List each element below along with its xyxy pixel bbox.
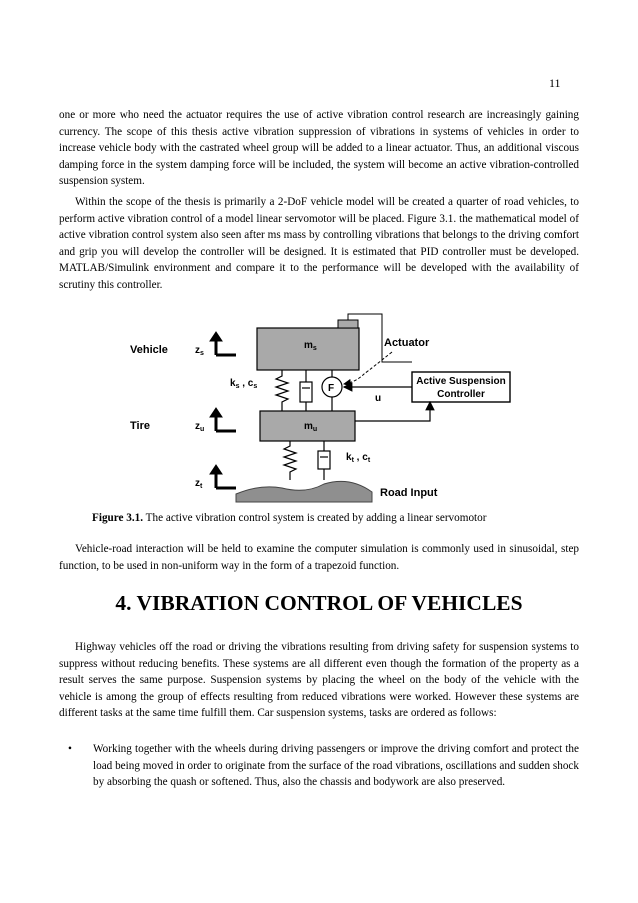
section-heading: 4. VIBRATION CONTROL OF VEHICLES [115, 591, 523, 615]
page-number: 11 [549, 76, 561, 90]
zu-arrow-icon [210, 408, 236, 431]
kt-ct-label: $k_t$ , $c_t$ [346, 452, 371, 464]
mu-label: $m_u$ [304, 421, 318, 433]
list-item-text: Working together with the wheels during driving passengers or improve the driving comfort and protect the load being moved in order to originate from the surface of the road vibrations, oscillations and sudden shock by absorbing the quash or softened. Thus, also the chassis and bodywork are also preserved. [93, 743, 579, 789]
controller-label-line2: Controller [437, 389, 485, 400]
paragraph-scope: Within the scope of the thesis is primarily a 2-DoF vehicle model will be created a quarter of road vehicles, to perform active vibration control of a model linear servomotor will be placed. Figure 3.1. the mathematical model of active vibration control system also seen after ms mass by controlling vibrations that belongs to the driving comfort and grip you will develop the controller will be designed. It is estimated that PID controller must be developed. MATLAB/Simulink environment and compare it to the performance will be developed with the availability of scrutiny this controller. [59, 196, 579, 291]
ms-label: $m_s$ [304, 340, 317, 352]
u-label: u [375, 393, 382, 404]
zt-label: $z_t$ [195, 478, 203, 490]
sensor-box [338, 320, 358, 328]
road-input-label: Road Input [380, 487, 438, 499]
list-item [59, 741, 579, 791]
bullet-icon: • [68, 743, 72, 755]
figure-caption-text: The active vibration control system is created by adding a linear servomotor [143, 512, 487, 524]
paragraph-vehicle-road: Vehicle-road interaction will be held to examine the computer simulation is commonly used in sinusoidal, step function, to be used in non-uniform way in the form of a trapezoid function. [59, 543, 579, 572]
unsprung-feedback-line [355, 402, 430, 421]
figure-caption [92, 512, 486, 524]
quarter-car-model-diagram [110, 308, 520, 508]
figure-caption-label: Figure 3.1. [92, 512, 144, 524]
ks-cs-label: $k_s$ , $c_s$ [230, 378, 258, 390]
zs-arrow-icon [210, 332, 236, 355]
vehicle-label: Vehicle [130, 344, 168, 356]
controller-label-line1: Active Suspension [416, 376, 506, 387]
suspension-damper [300, 370, 312, 411]
figure-active-suspension-diagram [110, 308, 520, 508]
zs-label: $z_s$ [195, 345, 204, 357]
actuator-force [322, 370, 342, 411]
paragraph-intro: one or more who need the actuator requires the use of active vibration control research are increasingly gaining currency. The scope of this thesis active vibration suppression of vibrations in systems of vehicles in order to increase vehicle body with the castrated wheel group will be added to a linear actuator. Thus, an additional viscous damping force in the system damping force will be included, the system will become an active vibration-controlled suspension system. [59, 109, 579, 188]
actuator-label: Actuator [384, 337, 430, 349]
road-surface [236, 481, 372, 502]
suspension-spring [276, 370, 288, 411]
paragraph-highway: Highway vehicles off the road or driving the vibrations resulting from driving safety for suspension systems to suppress without reducing benefits. These systems are all different even though the formation of the property as a result serves the same purpose. Suspension systems by placing the wheel on the body of the vehicle with the vehicle is among the group of effects resulting from reduced vibrations were worked. However these systems are different tasks at the same time fulfill them. Car suspension systems, tasks are ordered as follows: [59, 641, 579, 720]
tire-damper [318, 441, 330, 480]
tire-spring [284, 441, 296, 480]
zt-arrow-icon [210, 465, 236, 488]
bullet-list [59, 741, 579, 791]
tire-label: Tire [130, 420, 150, 432]
force-label: F [328, 383, 335, 394]
zu-label: $z_u$ [195, 421, 205, 433]
